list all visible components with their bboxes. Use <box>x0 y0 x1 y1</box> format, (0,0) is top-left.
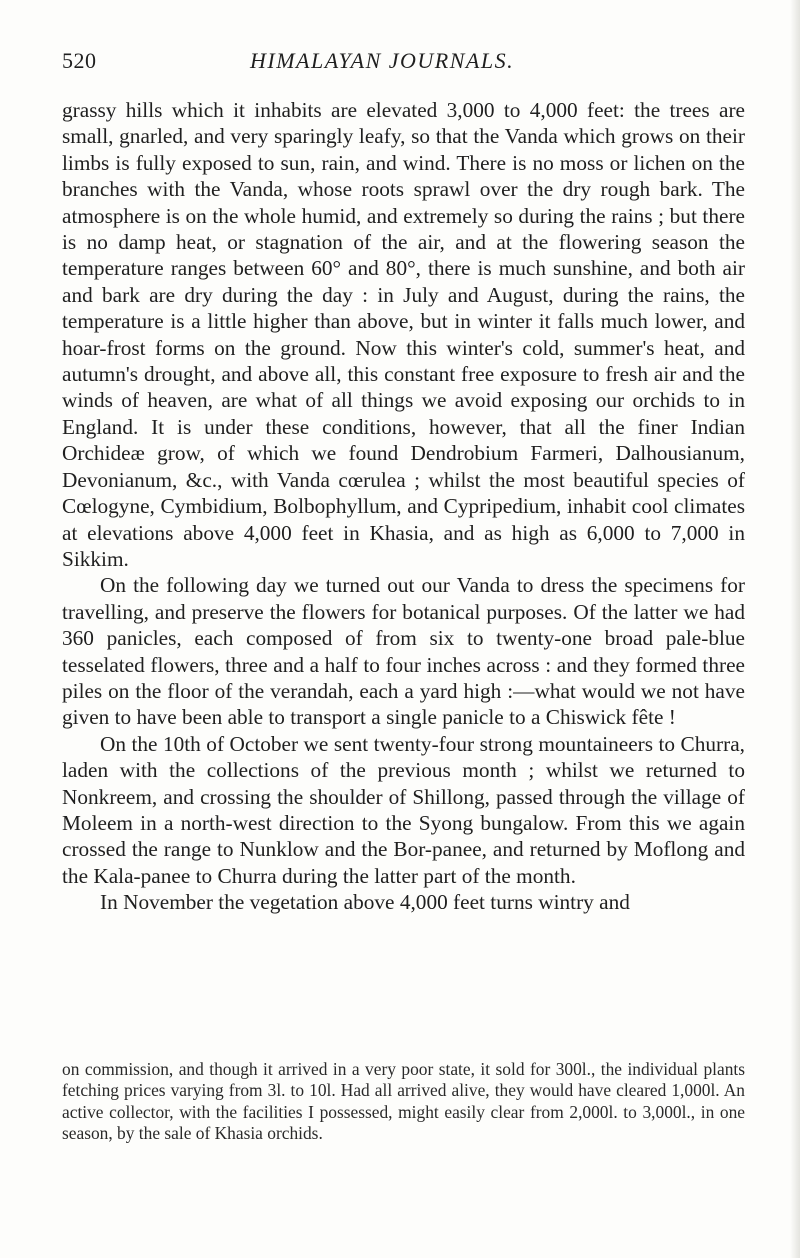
paragraph-3: On the 10th of October we sent twenty-four strong mountaineers to Churra, laden with the collections of the previous month ; whilst we returned to Nonkreem, and crossing the shoulder of Shillong, passed through the village of Moleem in a north-west direction to the Syong bungalow. From this we again crossed the range to Nunklow and the Bor-panee, and returned by Moflong and the Kala-panee to Churra during the latter part of the month. <box>62 731 745 888</box>
running-title: HIMALAYAN JOURNALS. <box>250 48 515 73</box>
body-text <box>62 97 745 916</box>
footnote-text: on commission, and though it arrived in a very poor state, it sold for 300l., the individual plants fetching prices varying from 3l. to 10l. Had all arrived alive, they would have cleared 1,000l. An active collector, with the facilities I possessed, might easily clear from 2,000l. to 3,000l., in one season, by the sale of Khasia orchids. <box>62 1059 745 1143</box>
page-number: 520 <box>62 48 97 73</box>
page-edge-shadow <box>790 0 800 1258</box>
paragraph-1: grassy hills which it inhabits are elevated 3,000 to 4,000 feet: the trees are small, gnarled, and very sparingly leafy, so that the Vanda which grows on their limbs is fully exposed to sun, rain, and wind. There is no moss or lichen on the branches with the Vanda, whose roots sprawl over the dry rough bark. The atmosphere is on the whole humid, and extremely so during the rains ; but there is no damp heat, or stagnation of the air, and at the flowering season the temperature ranges between 60° and 80°, there is much sunshine, and both air and bark are dry during the day : in July and August, during the rains, the temperature is a little higher than above, but in winter it falls much lower, and hoar-frost forms on the ground. Now this winter's cold, summer's heat, and autumn's drought, and above all, this constant free exposure to fresh air and the winds of heaven, are what of all things we avoid exposing our orchids to in England. It is under these conditions, however, that all the finer Indian Orchideæ grow, of which we found Dendrobium Farmeri, Dalhousianum, Devonianum, &c., with Vanda cœrulea ; whilst the most beautiful species of Cœlogyne, Cymbidium, Bolbophyllum, and Cypripedium, inhabit cool climates at elevations above 4,000 feet in Khasia, and as high as 6,000 to 7,000 in Sikkim. <box>62 98 745 571</box>
footnote <box>62 1059 745 1144</box>
paragraph-4: In November the vegetation above 4,000 feet turns wintry and <box>100 890 630 915</box>
paragraph-2: On the following day we turned out our Vanda to dress the specimens for travelling, and preserve the flowers for botanical purposes. Of the latter we had 360 panicles, each composed of from six to twenty-one broad pale-blue tesselated flowers, three and a half to four inches across : and they formed three piles on the floor of the verandah, each a yard high :—what would we not have given to have been able to transport a single panicle to a Chiswick fête ! <box>62 573 745 730</box>
page-header <box>62 42 742 76</box>
